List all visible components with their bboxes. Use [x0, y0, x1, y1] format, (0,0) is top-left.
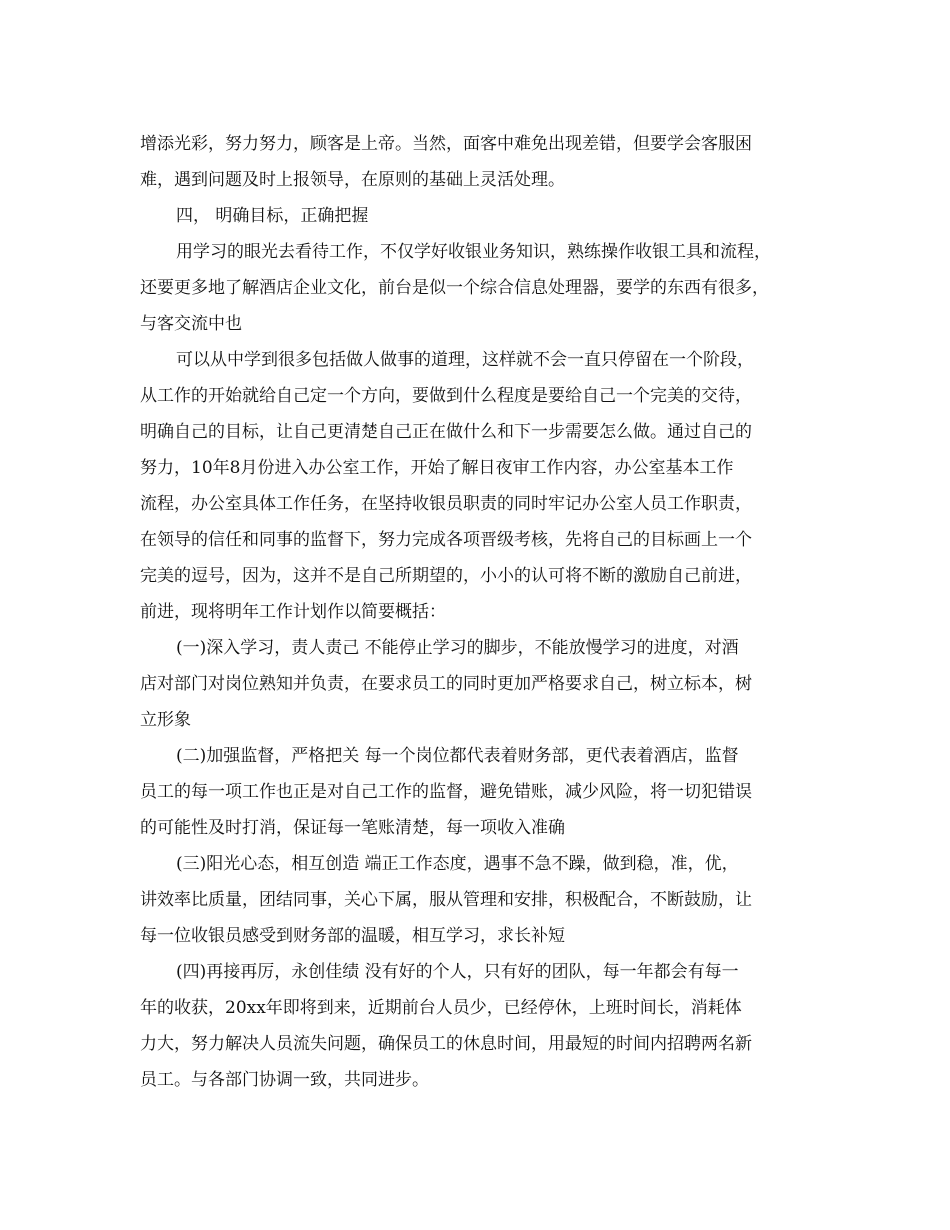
text-line: (四)再接再厉，永创佳绩 没有好的个人，只有好的团队，每一年都会有每一 [176, 962, 739, 982]
paragraph-continuation-service [140, 126, 820, 198]
text-line: (三)阳光心态，相互创造 端正工作态度，遇事不急不躁，做到稳，准，优， [176, 854, 739, 874]
text-line: 可以从中学到很多包括做人做事的道理，这样就不会一直只停留在一个阶段， [176, 350, 754, 370]
text-line: (二)加强监督，严格把关 每一个岗位都代表着财务部，更代表着酒店，监督 [176, 746, 739, 766]
text-line: 流程，办公室具体工作任务，在坚持收银员职责的同时牢记办公室人员工作职责， [140, 494, 752, 514]
text-line: 与客交流中也 [140, 314, 242, 334]
text-line: 努力，10年8月份进入办公室工作，开始了解日夜审工作内容，办公室基本工作 [140, 458, 734, 478]
plan-item-two [140, 738, 820, 846]
section-heading-text: 四， 明确目标，正确把握 [176, 206, 369, 226]
text-line: 立形象 [140, 710, 191, 730]
text-line: 明确自己的目标，让自己更清楚自己正在做什么和下一步需要怎么做。通过自己的 [140, 422, 752, 442]
text-line: 用学习的眼光去看待工作，不仅学好收银业务知识，熟练操作收银工具和流程， [176, 242, 771, 262]
section-heading-four [140, 198, 820, 234]
paragraph-goals [140, 342, 820, 630]
text-line: 员工的每一项工作也正是对自己工作的监督，避免错账，减少风险，将一切犯错误 [140, 782, 752, 802]
text-line: 在领导的信任和同事的监督下，努力完成各项晋级考核，先将自己的目标画上一个 [140, 530, 752, 550]
text-line: 前进，现将明年工作计划作以简要概括： [140, 602, 446, 622]
plan-item-four [140, 954, 820, 1098]
text-line: 完美的逗号，因为，这并不是自己所期望的，小小的认可将不断的激励自己前进， [140, 566, 752, 586]
plan-item-three [140, 846, 820, 954]
text-line: 店对部门对岗位熟知并负责，在要求员工的同时更加严格要求自己，树立标本，树 [140, 674, 752, 694]
plan-item-one [140, 630, 820, 738]
text-line: 难，遇到问题及时上报领导，在原则的基础上灵活处理。 [140, 170, 565, 190]
text-line: 还要更多地了解酒店企业文化，前台是似一个综合信息处理器，要学的东西有很多， [140, 278, 769, 298]
document-body [140, 126, 820, 1098]
text-line: 员工。与各部门协调一致，共同进步。 [140, 1070, 429, 1090]
text-line: 年的收获，20xx年即将到来，近期前台人员少，已经停休，上班时间长，消耗体 [140, 998, 742, 1018]
text-line: 力大，努力解决人员流失问题，确保员工的休息时间，用最短的时间内招聘两名新 [140, 1034, 752, 1054]
text-line: 讲效率比质量，团结同事，关心下属，服从管理和安排，积极配合，不断鼓励，让 [140, 890, 752, 910]
text-line: 的可能性及时打消，保证每一笔账清楚，每一项收入准确 [140, 818, 565, 838]
paragraph-learning [140, 234, 820, 342]
text-line: 增添光彩，努力努力，顾客是上帝。当然，面客中难免出现差错，但要学会客服困 [140, 134, 752, 154]
text-line: 每一位收银员感受到财务部的温暖，相互学习，求长补短 [140, 926, 565, 946]
text-line: (一)深入学习，责人责己 不能停止学习的脚步，不能放慢学习的进度，对酒 [176, 638, 739, 658]
text-line: 从工作的开始就给自己定一个方向，要做到什么程度是要给自己一个完美的交待， [140, 386, 752, 406]
